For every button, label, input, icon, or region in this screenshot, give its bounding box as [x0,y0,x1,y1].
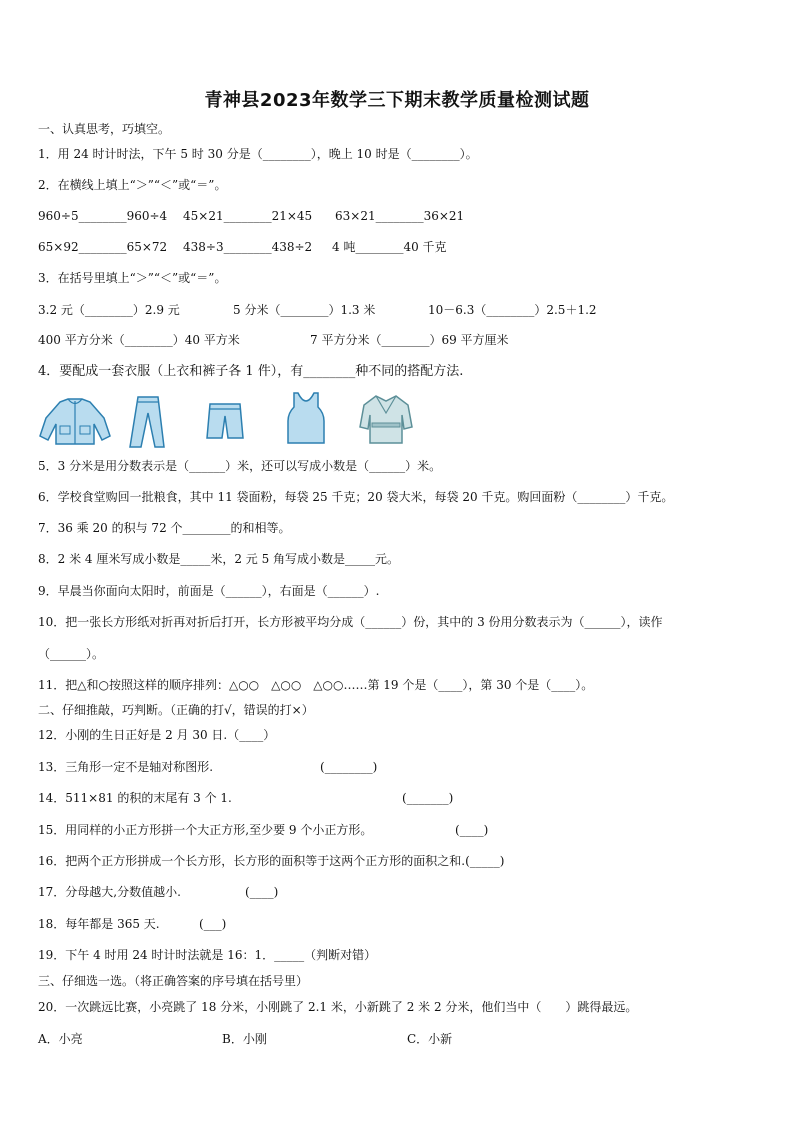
question-5: 5．3 分米是用分数表示是（______）米，还可以写成小数是（______）米。 [38,459,442,473]
q3-item-5: 7 平方分米（________）69 平方厘米 [310,333,509,347]
question-2: 2．在横线上填上“＞”“＜”或“＝”。 [38,178,227,192]
q3-item-2: 5 分米（________）1.3 米 [233,303,376,317]
q2-item-2: 45×21________21×45 [183,209,313,223]
question-6: 6．学校食堂购回一批粮食，其中 11 袋面粉，每袋 25 千克；20 袋大米，每袋 20 千克。购回面粉（________）千克。 [38,490,674,504]
question-12: 12．小刚的生日正好是 2 月 30 日.（____） [38,728,276,742]
question-11: 11．把△和○按照这样的顺序排列：△○○ △○○ △○○……第 19 个是（____），第 30 个是（____）。 [38,678,594,692]
jacket-icon [38,396,112,448]
question-20: 20．一次跳远比赛，小亮跳了 18 分米，小刚跳了 2.1 米，小新跳了 2 米 2 分米，他们当中（ ）跳得最远。 [38,1000,638,1014]
q18-answer-blank: (___) [199,917,227,931]
question-18: 18．每年都是 365 天. [38,917,160,931]
q2-item-6: 4 吨________40 千克 [332,240,447,254]
question-7: 7．36 乘 20 的积与 72 个________的和相等。 [38,521,291,535]
q14-answer-blank: (_______) [402,791,454,805]
q20-choice-a: A．小亮 [38,1032,83,1046]
q2-item-1: 960÷5________960÷4 [38,209,168,223]
long-pants-icon [126,395,168,449]
page-title: 青神县2023年数学三下期末教学质量检测试题 [204,90,590,111]
tank-top-icon [286,391,326,445]
q3-item-3: 10－6.3（________）2.5＋1.2 [428,303,597,317]
q17-answer-blank: (____) [245,885,279,899]
q2-item-3: 63×21________36×21 [335,209,465,223]
q2-item-5: 438÷3________438÷2 [183,240,313,254]
question-8: 8．2 米 4 厘米写成小数是_____米，2 元 5 角写成小数是_____元。 [38,552,400,566]
q15-answer-blank: (____) [455,823,489,837]
question-19: 19．下午 4 时用 24 时计时法就是 16：1．_____（判断对错） [38,948,377,962]
q3-item-4: 400 平方分米（________）40 平方米 [38,333,240,347]
question-14: 14．511×81 的积的末尾有 3 个 1. [38,791,232,805]
q20-choice-b: B．小刚 [222,1032,267,1046]
question-17: 17．分母越大,分数值越小. [38,885,181,899]
question-13: 13．三角形一定不是轴对称图形. [38,760,214,774]
shorts-icon [205,402,245,440]
question-1: 1．用 24 时计时法，下午 5 时 30 分是（________），晚上 10 时是（________）。 [38,147,478,161]
q2-item-4: 65×92________65×72 [38,240,168,254]
question-4: 4．要配成一套衣服（上衣和裤子各 1 件），有________种不同的搭配方法. [38,364,464,379]
question-16: 16．把两个正方形拼成一个长方形，长方形的面积等于这两个正方形的面积之和.(_____) [38,854,505,868]
question-3: 3．在括号里填上“＞”“＜”或“＝”。 [38,271,227,285]
question-9: 9．早晨当你面向太阳时，前面是（______），右面是（______）. [38,584,380,598]
section-1-heading: 一、认真思考，巧填空。 [38,122,171,136]
coat-icon [358,393,414,447]
section-2-heading: 二、仔细推敲，巧判断。（正确的打√，错误的打×） [38,703,314,717]
q13-answer-blank: (________) [320,760,378,774]
section-3-heading: 三、仔细选一选。（将正确答案的序号填在括号里） [38,974,309,988]
q20-choice-c: C．小新 [407,1032,453,1046]
question-10: 10．把一张长方形纸对折再对折后打开，长方形被平均分成（______）份，其中的 3 份用分数表示为（______），读作 [38,615,663,629]
question-10-continued: （______）。 [38,647,105,661]
question-15: 15．用同样的小正方形拼一个大正方形,至少要 9 个小正方形。 [38,823,373,837]
q3-item-1: 3.2 元（________）2.9 元 [38,303,180,317]
